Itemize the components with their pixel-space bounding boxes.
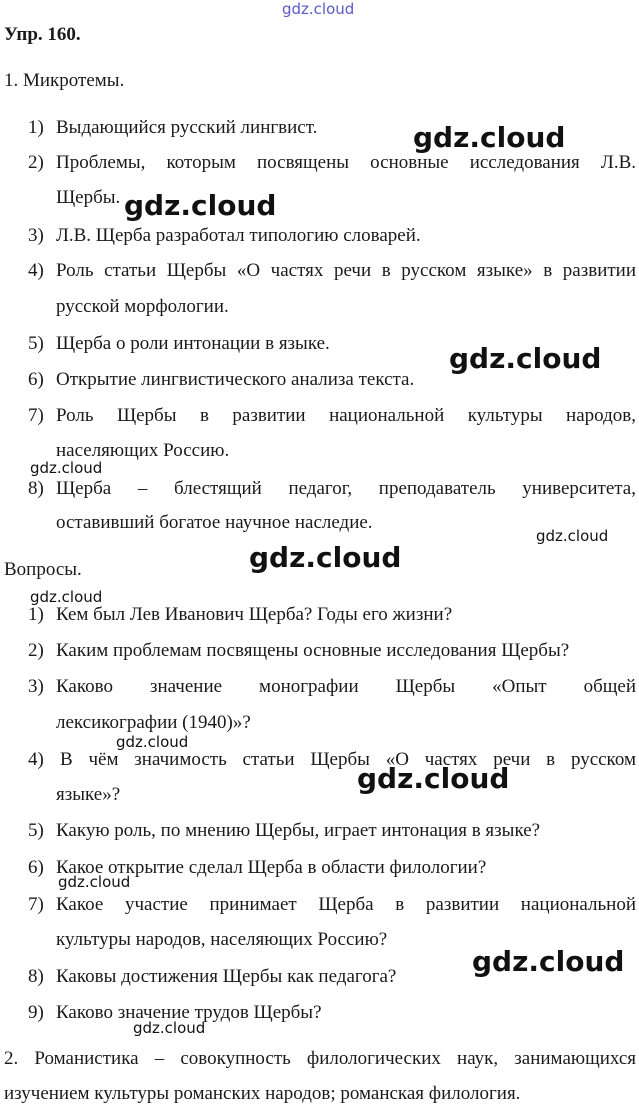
question-num: 7): [28, 894, 44, 915]
question-num: 9): [28, 1002, 44, 1023]
microtopic-num: 7): [28, 405, 44, 426]
question-num: 1): [28, 604, 44, 625]
microtopic-num: 3): [28, 225, 44, 246]
question-line: Каким проблемам посвящены основные исследования Щербы?: [56, 640, 570, 661]
exercise-title: Упр. 160.: [4, 24, 81, 45]
microtopic-line: Открытие лингвистического анализа текста.: [56, 369, 415, 390]
microtopic-num: 2): [28, 152, 44, 173]
watermark-text: gdz.cloud: [124, 189, 277, 222]
watermark-text: gdz.cloud: [449, 342, 602, 375]
microtopic-line: оставивший богатое научное наследие.: [56, 512, 373, 533]
microtopic-line: русской морфологии.: [56, 296, 229, 317]
question-line: Какое открытие сделал Щерба в области филологии?: [56, 857, 487, 878]
microtopic-num: 8): [28, 478, 44, 499]
microtopic-line: Роль Щербы в развитии национальной культуры народов,: [56, 405, 636, 426]
watermark-text: gdz.cloud: [30, 588, 103, 606]
question-num: 8): [28, 966, 44, 987]
question-line: лексикографии (1940)»?: [56, 712, 251, 733]
watermark-top: gdz.cloud: [282, 0, 355, 18]
microtopic-num: 5): [28, 333, 44, 354]
question-num: 4): [28, 749, 44, 770]
question-line: языке»?: [56, 784, 121, 805]
question-line: культуры народов, населяющих Россию?: [56, 929, 388, 950]
watermark-text: gdz.cloud: [58, 873, 131, 891]
microtopic-line: Щербы.: [56, 187, 121, 208]
microtopic-line: Щерба о роли интонации в языке.: [56, 333, 330, 354]
watermark-text: gdz.cloud: [30, 459, 103, 477]
question-line: Какое участие принимает Щерба в развитии национальной: [56, 894, 636, 915]
microtopic-num: 4): [28, 260, 44, 281]
watermark-text: gdz.cloud: [357, 762, 510, 795]
watermark-text: gdz.cloud: [472, 945, 625, 978]
microtopic-line: Л.В. Щерба разработал типологию словарей.: [56, 225, 421, 246]
microtopic-num: 1): [28, 117, 44, 138]
watermark-text: gdz.cloud: [249, 541, 402, 574]
question-line: Каково значение трудов Щербы?: [56, 1002, 322, 1023]
question-line: Кем был Лев Иванович Щерба? Годы его жизни?: [56, 604, 453, 625]
questions-heading: Вопросы.: [4, 559, 82, 580]
microtopic-num: 6): [28, 369, 44, 390]
microtopic-line: Проблемы, которым посвящены основные исследования Л.В.: [56, 152, 636, 173]
question-line: В чём значимость статьи Щербы «О частях речи в русском: [60, 749, 636, 770]
section1-heading: 1. Микротемы.: [4, 70, 125, 91]
microtopic-line: населяющих Россию.: [56, 440, 230, 461]
watermark-text: gdz.cloud: [536, 527, 609, 545]
microtopic-line: Роль статьи Щербы «О частях речи в русском языке» в развитии: [56, 260, 636, 281]
question-num: 2): [28, 640, 44, 661]
microtopic-line: Выдающийся русский лингвист.: [56, 117, 318, 138]
question-line: Какую роль, по мнению Щербы, играет интонация в языке?: [56, 820, 541, 841]
section2-line: изучением культуры романских народов; романская филология.: [4, 1083, 521, 1104]
question-num: 5): [28, 820, 44, 841]
watermark-text: gdz.cloud: [133, 1019, 206, 1037]
question-line: Каковы достижения Щербы как педагога?: [56, 966, 397, 987]
watermark-text: gdz.cloud: [413, 121, 566, 154]
section2-line: 2. Романистика – совокупность филологических наук, занимающихся: [4, 1048, 636, 1069]
watermark-text: gdz.cloud: [116, 733, 189, 751]
question-num: 6): [28, 857, 44, 878]
question-num: 3): [28, 676, 44, 697]
microtopic-line: Щерба – блестящий педагог, преподаватель университета,: [56, 478, 636, 499]
question-line: Каково значение монографии Щербы «Опыт общей: [56, 676, 636, 697]
